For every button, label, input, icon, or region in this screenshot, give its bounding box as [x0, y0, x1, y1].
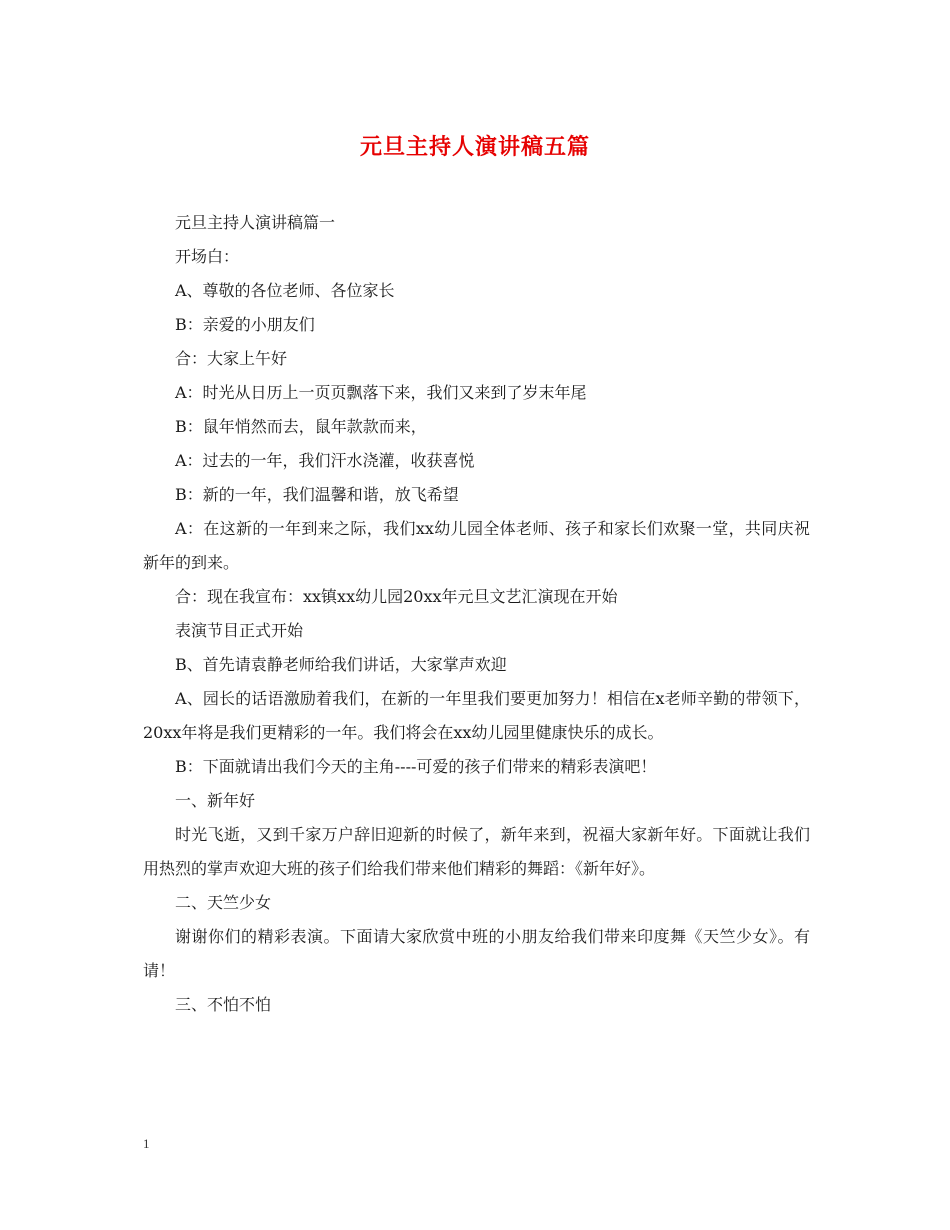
paragraph: B：新的一年，我们温馨和谐，放飞希望	[175, 485, 459, 504]
paragraph: 元旦主持人演讲稿篇一	[175, 213, 336, 232]
section-heading: 二、天竺少女	[175, 893, 272, 912]
paragraph: A：在这新的一年到来之际，我们xx幼儿园全体老师、孩子和家长们欢聚一堂，共同庆祝新年的到来。	[143, 519, 810, 572]
paragraph: 谢谢你们的精彩表演。下面请大家欣赏中班的小朋友给我们带来印度舞《天竺少女》。有请！	[143, 927, 810, 980]
paragraph: B：下面就请出我们今天的主角----可爱的孩子们带来的精彩表演吧！	[175, 757, 657, 776]
paragraph: 时光飞逝，又到千家万户辞旧迎新的时候了，新年来到，祝福大家新年好。下面就让我们用热烈的掌声欢迎大班的孩子们给我们带来他们精彩的舞蹈：《新年好》。	[143, 825, 810, 878]
document-title: 元旦主持人演讲稿五篇	[359, 135, 590, 160]
paragraph: A：时光从日历上一页页飘落下来，我们又来到了岁末年尾	[175, 383, 587, 402]
page-number: 1	[143, 1136, 150, 1151]
section-heading: 三、不怕不怕	[175, 995, 272, 1014]
paragraph: A、园长的话语激励着我们，在新的一年里我们要更加努力！相信在x老师辛勤的带领下，20xx年将是我们更精彩的一年。我们将会在xx幼儿园里健康快乐的成长。	[143, 689, 810, 742]
paragraph: 合：大家上午好	[175, 349, 288, 368]
paragraph: B：亲爱的小朋友们	[175, 315, 315, 334]
paragraph: B：鼠年悄然而去，鼠年款款而来，	[175, 417, 427, 436]
paragraph: 合：现在我宣布：xx镇xx幼儿园20xx年元旦文艺汇演现在开始	[175, 587, 618, 606]
section-heading: 一、新年好	[175, 791, 256, 810]
paragraph: A：过去的一年，我们汗水浇灌，收获喜悦	[175, 451, 475, 470]
paragraph: B、首先请袁静老师给我们讲话，大家掌声欢迎	[175, 655, 507, 674]
paragraph: 开场白：	[175, 247, 240, 266]
paragraph: 表演节目正式开始	[175, 621, 304, 640]
paragraph: A、尊敬的各位老师、各位家长	[175, 281, 395, 300]
document-body	[143, 206, 810, 1022]
